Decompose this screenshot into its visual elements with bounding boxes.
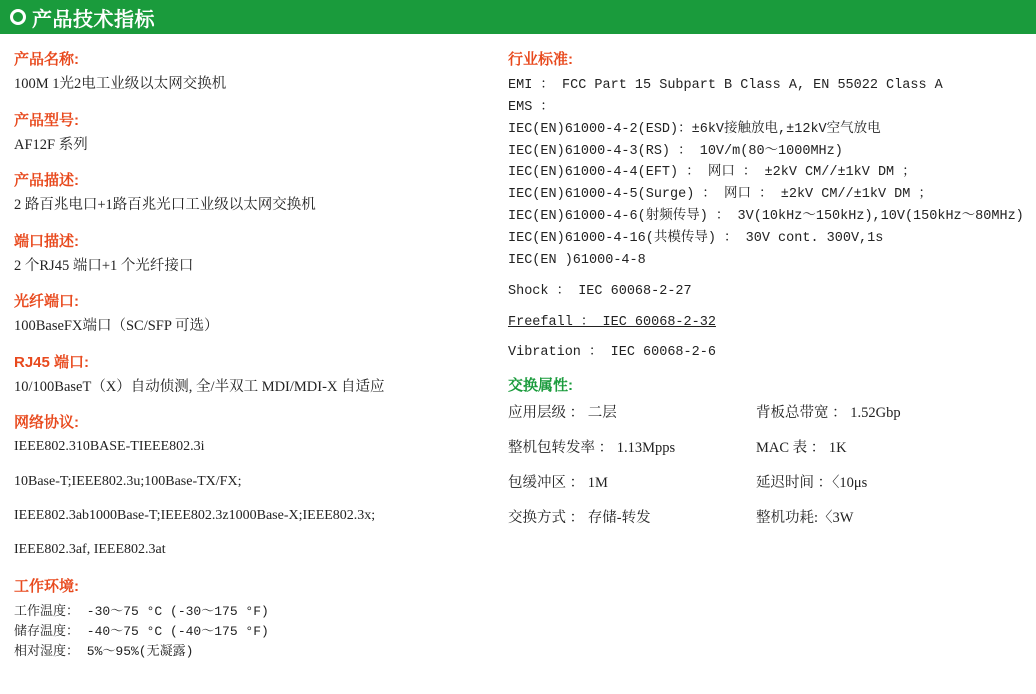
attribute-cell: 应用层级 ： 二层 [508,405,617,422]
standard-line: IEC(EN)61000-4-6(射频传导) ： 3V(10kHz～150kHz),10V(150kHz～80MHz) [508,209,1024,225]
standard-lines [508,75,1036,364]
switch-attribute-grid [508,401,1036,527]
content-columns [0,34,1036,663]
spec-label: 端口描述: [14,232,79,250]
spec-label: 交换属性: [508,377,573,395]
attribute-cell: 延迟时间 ：〈10μs [756,475,868,492]
standard-line: EMI ： FCC Part 15 Subpart B Class A, EN 55022 Class A [508,78,943,93]
attribute-cell: 包缓冲区 ： 1M [508,475,608,492]
left-column [0,48,500,663]
spec-item-industry-standard [508,48,1036,364]
environment-line: 工作温度： -30～75 °C (-30～175 °F) [14,604,269,620]
right-column [500,48,1036,663]
spec-label: RJ45 端口: [14,353,90,371]
spec-item-product-name [14,48,500,95]
standard-extra-line: Vibration ： IEC 60068-2-6 [508,345,716,361]
attribute-cell: 交换方式 ： 存储-转发 [508,510,651,527]
environment-line: 储存温度： -40～75 °C (-40～175 °F) [14,624,269,640]
environment-line: 相对湿度： 5%～95%(无凝露) [14,644,194,660]
page-title: 产品技术指标 [32,8,155,31]
page-header [0,0,1036,34]
standard-line: IEC(EN)61000-4-16(共模传导) ： 30V cont. 300V,1s [508,231,884,247]
spec-item-description [14,169,500,216]
spec-item-switch-attributes [508,374,1036,527]
standard-line: IEC(EN)61000-4-3(RS) ： 10V/m(80～1000MHz) [508,143,843,159]
spec-item-rj45-port [14,351,500,398]
attribute-cell: 整机功耗:〈3W [756,510,854,527]
standard-line: IEC(EN )61000-4-8 [508,252,646,268]
standard-line: IEC(EN)61000-4-5(Surge) ： 网口 ： ±2kV CM//±1kV DM ； [508,187,932,203]
spec-label: 产品名称: [14,51,79,68]
spec-value: AF12F 系列 [14,136,88,153]
protocol-line: IEEE802.310BASE-TIEEE802.3i [14,439,205,455]
protocol-line: IEEE802.3ab1000Base-T;IEEE802.3z1000Base-X;IEEE802.3x; [14,507,376,523]
spec-value: 100M 1光2电工业级以太网交换机 [14,76,227,92]
protocol-line: 10Base-T;IEEE802.3u;100Base-TX/FX; [14,473,242,489]
attribute-cell: 背板总带宽 ： 1.52Gbp [756,405,901,422]
spec-label: 产品描述: [14,172,79,190]
spec-item-work-environment [14,575,500,662]
spec-label: 行业标准: [508,51,573,68]
spec-item-port-description [14,230,500,277]
spec-label: 光纤端口: [14,293,79,311]
attribute-cell: MAC 表 ： 1K [756,440,847,457]
standard-extra-line: Freefall ： IEC 60068-2-32 [508,314,716,330]
spec-value: 100BaseFX端口（SC/SFP 可选） [14,318,219,335]
spec-item-network-protocol [14,411,500,559]
standard-line: EMS ： [508,99,554,115]
standard-line: IEC(EN)61000-4-4(EFT) ： 网口 ： ±2kV CM//±1kV DM ； [508,165,916,181]
spec-value: 2 路百兆电口+1路百兆光口工业级以太网交换机 [14,197,316,214]
spec-value: 10/100BaseT（X）自动侦测, 全/半双工 MDI/MDI-X 自适应 [14,378,385,395]
spec-item-model [14,109,500,156]
spec-label: 网络协议: [14,414,79,432]
standard-extra-line: Shock ： IEC 60068-2-27 [508,283,692,299]
attribute-cell: 整机包转发率 ： 1.13Mpps [508,440,676,457]
protocol-line: IEEE802.3af, IEEE802.3at [14,541,166,557]
spec-item-fiber-port [14,290,500,337]
circle-bullet-icon [10,9,26,25]
spec-label: 产品型号: [14,111,79,129]
standard-line: IEC(EN)61000-4-2(ESD)：±6kV接触放电,±12kV空气放电 [508,121,881,137]
spec-label: 工作环境: [14,578,79,596]
spec-value: 2 个RJ45 端口+1 个光纤接口 [14,257,194,274]
